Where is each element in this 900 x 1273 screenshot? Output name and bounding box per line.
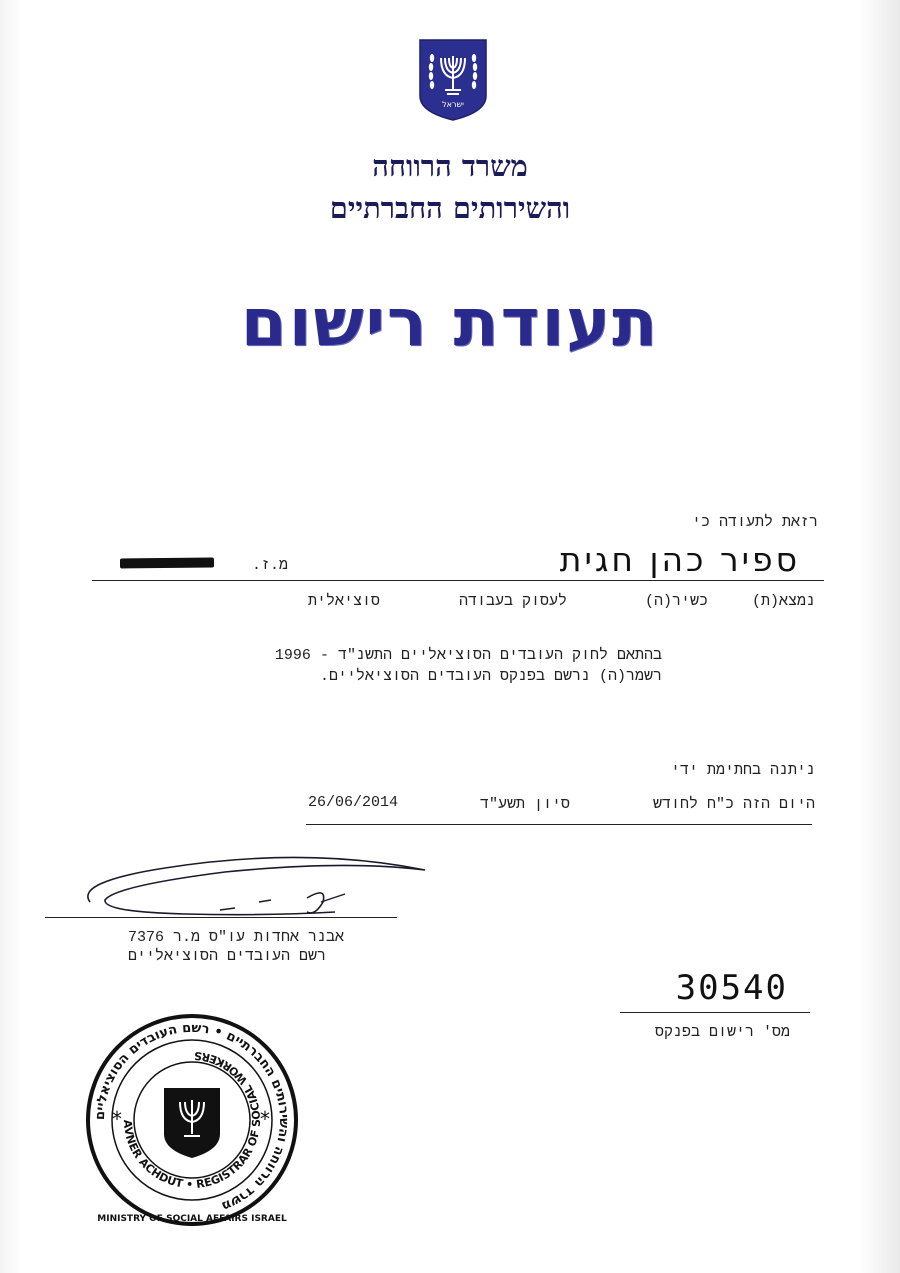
id-label: מ.ז. (252, 557, 289, 574)
date-prefix: היום הזה כ"ח לחודש (652, 796, 815, 813)
official-stamp (82, 1010, 302, 1230)
occupation-phrase: לעסוק בעבודה (458, 593, 567, 610)
stamp-star-right-icon: * (260, 1107, 270, 1131)
signature-line (45, 917, 397, 918)
issued-by-text: ניתנה בחתימת ידי (670, 762, 815, 779)
redacted-id-number (120, 558, 214, 569)
signatory-role: רשם העובדים הסוציאליים (127, 948, 326, 965)
stamp-outer-text: משרד הרווחה והשירותים החברתיים • רשם העובדים הסוציאליים (92, 1020, 292, 1214)
occupation: סוציאלית (307, 593, 380, 610)
state-emblem-icon (418, 38, 488, 122)
registration-number: 30540 (675, 968, 788, 1008)
registration-label: מס' רישום בפנקס (654, 1024, 790, 1041)
stamp-emblem-icon (164, 1088, 220, 1158)
emblem-caption: ישראל (442, 100, 464, 109)
intro-text: רזאת לתעודה כי (691, 514, 818, 531)
name-underline (92, 580, 824, 581)
hebrew-date: סיון תשע"ד (479, 796, 570, 813)
ministry-name-line1: משרד הרווחה (372, 149, 528, 183)
registration-underline (620, 1012, 810, 1013)
law-line-2: רשמר(ה) נרשם בפנקס העובדים הסוציאליים. (319, 668, 662, 685)
signature (45, 850, 445, 930)
law-line-1: בהתאם לחוק העובדים הסוציאליים התשנ"ד - 1996 (274, 647, 662, 664)
ministry-name-line2: והשירותים החברתיים (329, 191, 571, 225)
qualified-label: כשיר(ה) (644, 593, 708, 610)
gregorian-date: 26/06/2014 (308, 794, 399, 811)
stamp-english-text: MINISTRY OF SOCIAL AFFAIRS ISRAEL (97, 1214, 287, 1224)
stamp-star-left-icon: * (112, 1107, 122, 1131)
date-underline (306, 824, 812, 825)
signatory-name: אבנר אחדות עו"ס מ.ר 7376 (127, 929, 344, 946)
status-label: נמצא(ת) (751, 593, 815, 610)
certificate-title: תעודת רישום (240, 284, 660, 361)
stamp-inner-text: AVNER ACHDUT • REGISTRAR OF SOCIAL WORKERS (120, 1048, 264, 1192)
holder-name: ספיר כהן חגית (559, 540, 800, 579)
